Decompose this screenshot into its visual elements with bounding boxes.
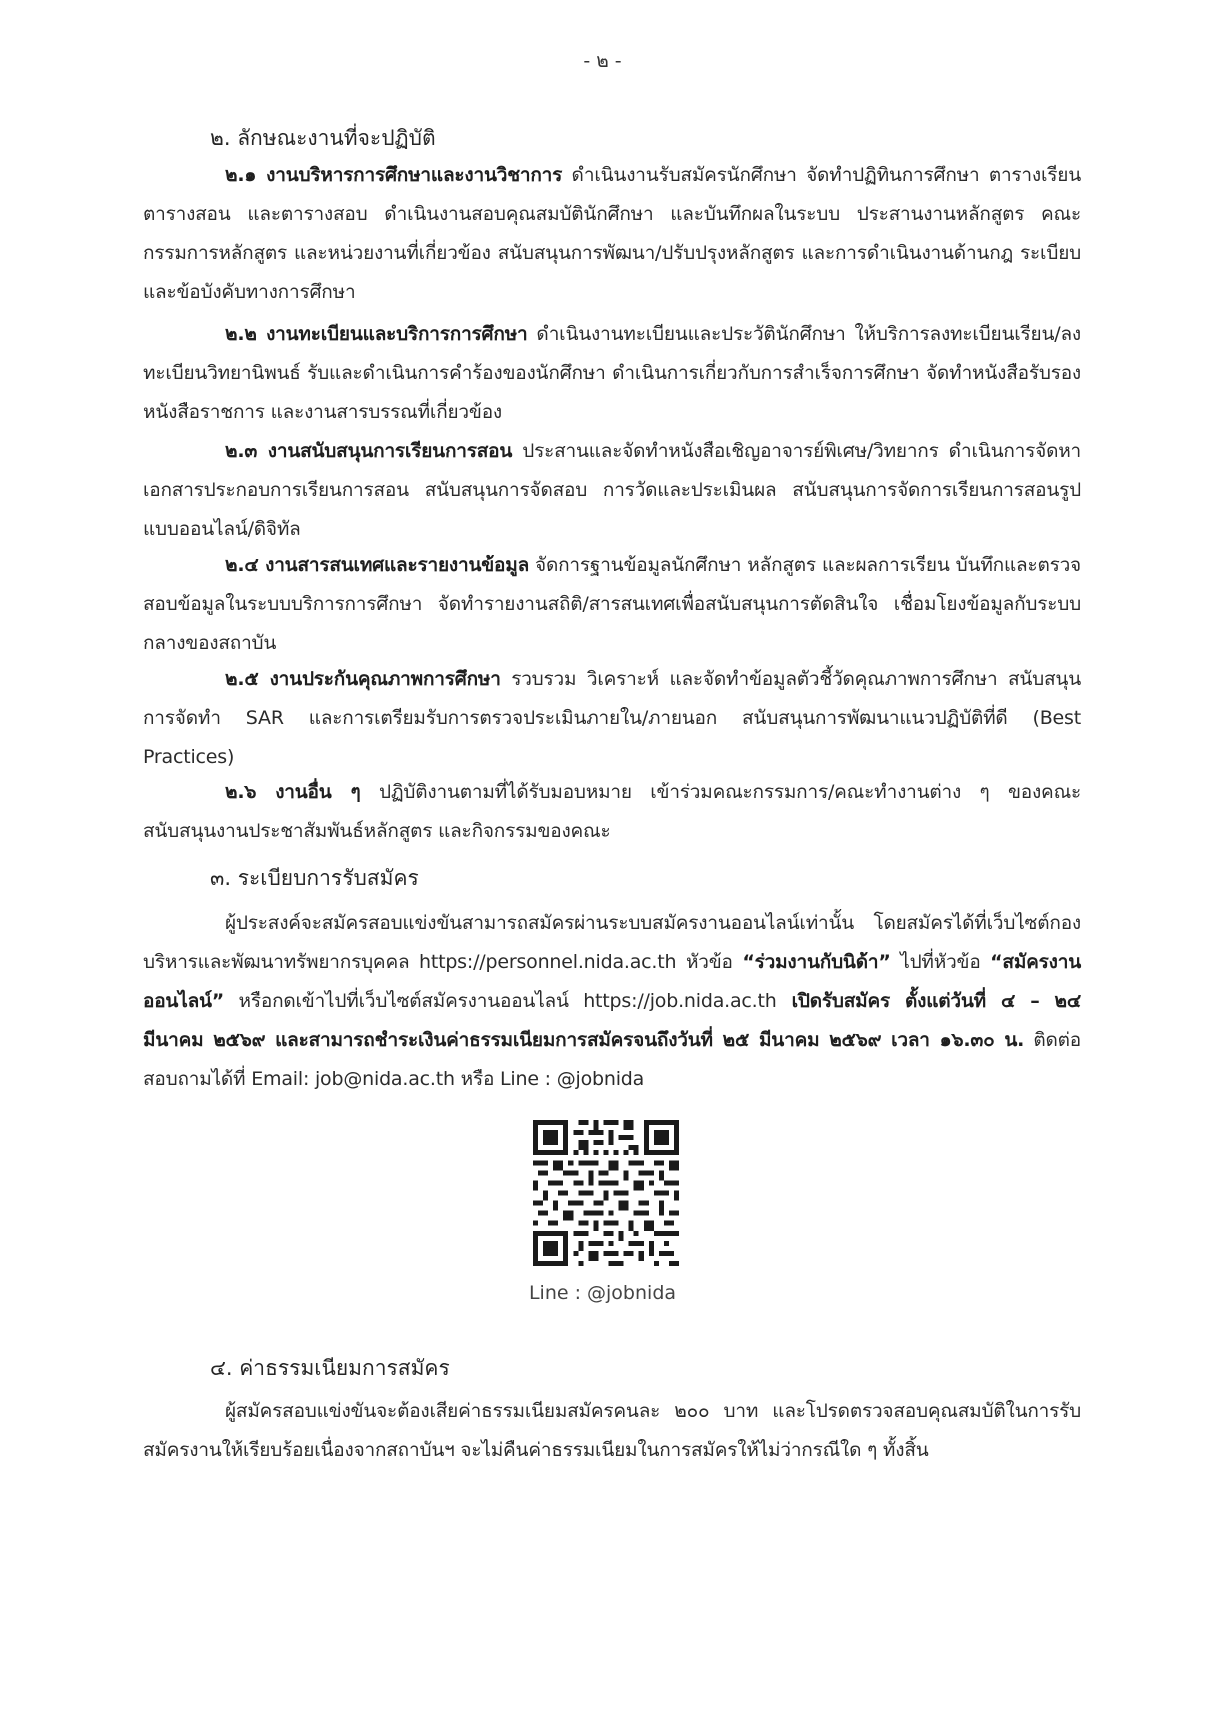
item-2-6-text: ปฏิบัติงานตามที่ได้รับมอบหมาย เข้าร่วมคณะกรรมการ/คณะทำงานต่าง ๆ ของคณะ สนับสนุนงานประชาสัมพันธ์หลักสูตร และกิจกรรมของคณะ xyxy=(143,781,1081,842)
item-2-1-text: ดำเนินงานรับสมัครนักศึกษา จัดทำปฏิทินการศึกษา ตารางเรียน ตารางสอน และตารางสอบ ดำเนินงานสอบคุณสมบัตินักศึกษา และบันทึกผลในระบบ ประสานงานหลักสูตร คณะกรรมการหลักสูตร และหน่วยงานที่เกี่ยวข้อง สนับสนุนการพัฒนา/ปรับปรุงหลักสูตร และการดำเนินงานด้านกฎ ระเบียบ และข้อบังคับทางการศึกษา xyxy=(143,164,1082,303)
line-qr-code[interactable] xyxy=(533,1120,679,1266)
item-2-4-text: จัดการฐานข้อมูลนักศึกษา หลักสูตร และผลการเรียน บันทึกและตรวจสอบข้อมูลในระบบบริการการศึกษา จัดทำรายงานสถิติ/สารสนเทศเพื่อสนับสนุนการตัดสินใจ เชื่อมโยงข้อมูลกับระบบกลางของสถาบัน xyxy=(143,554,1081,654)
item-2-6 xyxy=(143,773,1081,851)
item-2-4 xyxy=(143,546,1081,663)
section-2-heading: ๒. ลักษณะงานที่จะปฏิบัติ xyxy=(210,126,436,150)
procedure-text-1: ผู้ประสงค์จะสมัครสอบแข่งขันสามารถสมัครผ่านระบบสมัครงานออนไลน์เท่านั้น โดยสมัครได้ที่เว็บไซต์กองบริหารและพัฒนาทรัพยากรบุคคล xyxy=(143,912,1081,973)
personnel-website-link[interactable]: https://personnel.nida.ac.th xyxy=(418,951,677,973)
item-2-3 xyxy=(143,432,1081,549)
section-3-heading: ๓. ระเบียบการรับสมัคร xyxy=(210,866,419,890)
item-2-2 xyxy=(143,315,1081,432)
item-2-2-label: ๒.๒ งานทะเบียนและบริการการศึกษา xyxy=(225,323,528,345)
procedure-text-4: หรือกดเข้าไปที่เว็บไซต์สมัครงานออนไลน์ xyxy=(224,990,584,1012)
page-number: - ๒ - xyxy=(583,50,622,72)
topic-join-nida: “ร่วมงานกับนิด้า” xyxy=(742,951,891,973)
qr-code-icon xyxy=(533,1120,679,1266)
application-dates: เปิดรับสมัคร ตั้งแต่วันที่ ๔ – ๒๔ มีนาคม ๒๕๖๙ และสามารถชำระเงินค่าธรรมเนียมการสมัครจนถึงวันที่ ๒๕ มีนาคม ๒๕๖๙ เวลา ๑๖.๓๐ น. xyxy=(143,990,1082,1051)
item-2-3-label: ๒.๓ งานสนับสนุนการเรียนการสอน xyxy=(225,440,513,462)
item-2-1-label: ๒.๑ งานบริหารการศึกษาและงานวิชาการ xyxy=(225,164,563,186)
procedure-text-2: หัวข้อ xyxy=(676,951,743,973)
contact-info: ติดต่อสอบถามได้ที่ Email: job@nida.ac.th หรือ Line : @jobnida xyxy=(143,1029,1082,1090)
item-2-2-text: ดำเนินงานทะเบียนและประวัตินักศึกษา ให้บริการลงทะเบียนเรียน/ลงทะเบียนวิทยานิพนธ์ รับและดำเนินการคำร้องของนักศึกษา ดำเนินการเกี่ยวกับการสำเร็จการศึกษา จัดทำหนังสือรับรอง หนังสือราชการ และงานสารบรรณที่เกี่ยวข้อง xyxy=(143,323,1081,423)
procedure-text-3: ไปที่หัวข้อ xyxy=(890,951,991,973)
job-website-link[interactable]: https://job.nida.ac.th xyxy=(583,990,777,1012)
application-procedure xyxy=(143,904,1081,1099)
application-fee-text: ผู้สมัครสอบแข่งขันจะต้องเสียค่าธรรมเนียมสมัครคนละ ๒๐๐ บาท และโปรดตรวจสอบคุณสมบัติในการรับสมัครงานให้เรียบร้อยเนื่องจากสถาบันฯ จะไม่คืนค่าธรรมเนียมในการสมัครให้ไม่ว่ากรณีใด ๆ ทั้งสิ้น xyxy=(143,1400,1081,1461)
qr-caption: Line : @jobnida xyxy=(528,1282,677,1304)
section-4-heading: ๔. ค่าธรรมเนียมการสมัคร xyxy=(210,1356,450,1380)
item-2-3-text: ประสานและจัดทำหนังสือเชิญอาจารย์พิเศษ/วิทยากร ดำเนินการจัดหาเอกสารประกอบการเรียนการสอน สนับสนุนการจัดสอบ การวัดและประเมินผล สนับสนุนการจัดการเรียนการสอนรูปแบบออนไลน์/ดิจิทัล xyxy=(143,440,1082,540)
item-2-6-label: ๒.๖ งานอื่น ๆ xyxy=(225,781,361,803)
item-2-5-text: รวบรวม วิเคราะห์ และจัดทำข้อมูลตัวชี้วัดคุณภาพการศึกษา สนับสนุนการจัดทำ SAR และการเตรียมรับการตรวจประเมินภายใน/ภายนอก สนับสนุนการพัฒนาแนวปฏิบัติที่ดี (Best Practices) xyxy=(143,668,1081,768)
item-2-1 xyxy=(143,156,1081,312)
item-2-5 xyxy=(143,660,1081,777)
topic-online-application: “สมัครงานออนไลน์” xyxy=(143,951,1081,1012)
item-2-5-label: ๒.๕ งานประกันคุณภาพการศึกษา xyxy=(225,668,501,690)
item-2-4-label: ๒.๔ งานสารสนเทศและรายงานข้อมูล xyxy=(225,554,530,576)
